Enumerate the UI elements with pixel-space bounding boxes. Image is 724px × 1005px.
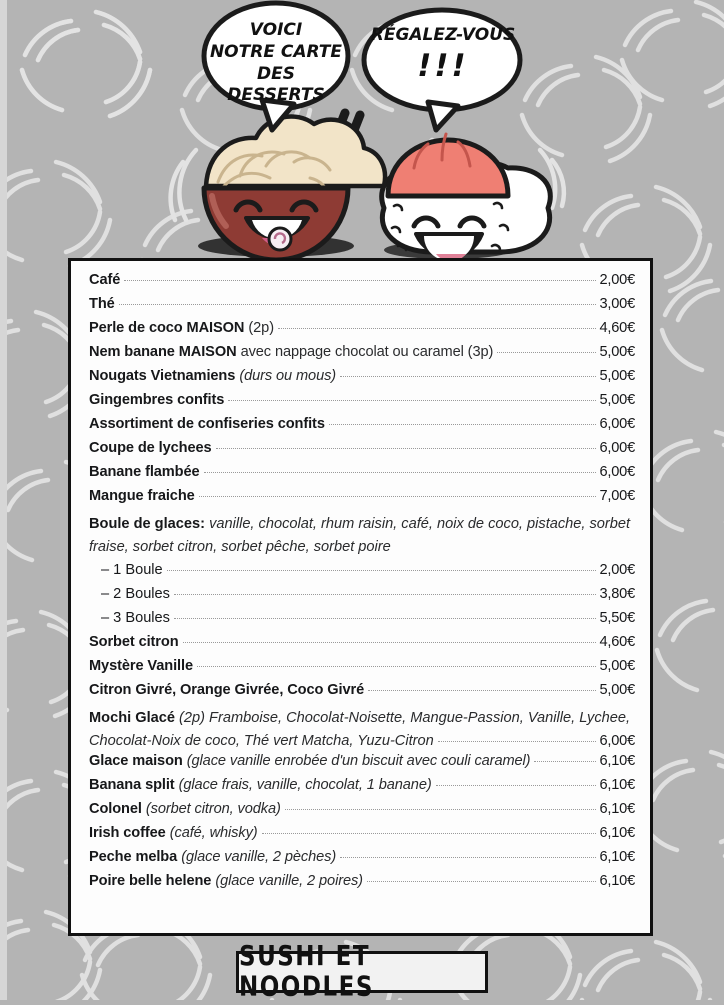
item-price: 6,00€ bbox=[599, 464, 635, 480]
leader-dots bbox=[367, 881, 597, 882]
item-price: 5,00€ bbox=[599, 392, 635, 408]
boule-desc-line-2: fraise, sorbet citron, sorbet pêche, sorbet poire bbox=[89, 539, 391, 556]
bubble-left-line-1: VOICI bbox=[249, 20, 303, 40]
item-name: – 2 Boules bbox=[101, 586, 170, 603]
item-desc: (durs ou mous) bbox=[239, 368, 337, 384]
leader-dots bbox=[534, 761, 596, 762]
menu-row bbox=[89, 850, 635, 871]
dessert-menu-panel bbox=[68, 258, 653, 936]
leader-dots bbox=[368, 690, 596, 691]
item-name: Coupe de lychees bbox=[89, 440, 212, 456]
item-desc: (glace vanille enrobée d'un biscuit avec couli caramel) bbox=[186, 753, 531, 770]
item-price: 5,50€ bbox=[599, 610, 635, 627]
menu-row bbox=[89, 778, 635, 799]
mochi-glace-block bbox=[89, 707, 635, 753]
leader-dots bbox=[228, 400, 596, 401]
leader-dots bbox=[119, 304, 597, 305]
menu-row bbox=[89, 441, 635, 462]
footer-banner-text: SUSHI ET NOODLES bbox=[239, 941, 374, 1003]
item-name: Sorbet citron bbox=[89, 634, 179, 651]
leader-dots bbox=[278, 328, 597, 329]
item-price: 4,60€ bbox=[599, 320, 635, 336]
menu-row bbox=[89, 489, 635, 510]
mochi-desc-line-1: Framboise, Chocolat-Noisette, Mangue-Passion, Vanille, Lychee, bbox=[209, 710, 631, 727]
item-name: Banana split bbox=[89, 777, 175, 794]
item-price: 5,00€ bbox=[599, 682, 635, 699]
leader-dots bbox=[340, 857, 596, 858]
item-price: 3,00€ bbox=[599, 296, 635, 312]
leader-dots bbox=[197, 666, 597, 667]
item-name: Gingembres confits bbox=[89, 392, 225, 408]
menu-row bbox=[89, 635, 635, 656]
bubble-right-line-2: !!! bbox=[417, 47, 469, 84]
bubble-left-text bbox=[207, 20, 345, 107]
leader-dots bbox=[167, 570, 597, 571]
item-name: Glace maison bbox=[89, 753, 183, 770]
item-desc: (sorbet citron, vodka) bbox=[145, 801, 281, 818]
mochi-qty: (2p) bbox=[179, 710, 205, 727]
mochi-price: 6,00€ bbox=[599, 733, 635, 750]
menu-row bbox=[89, 802, 635, 823]
bubble-left-line-3: DES DESSERTS bbox=[227, 63, 325, 106]
menu-row bbox=[89, 273, 635, 294]
item-price: 6,00€ bbox=[599, 440, 635, 456]
leader-dots bbox=[204, 472, 597, 473]
item-price: 6,10€ bbox=[599, 801, 635, 818]
bubble-right-text bbox=[368, 26, 518, 83]
item-name: Colonel bbox=[89, 801, 142, 818]
item-price: 5,00€ bbox=[599, 658, 635, 675]
item-name: Thé bbox=[89, 296, 115, 312]
leader-dots bbox=[329, 424, 597, 425]
item-desc: (glace vanille, 2 poires) bbox=[215, 873, 363, 890]
boule-name: Boule de glaces bbox=[89, 516, 201, 532]
item-price: 6,10€ bbox=[599, 849, 635, 866]
boule-desc-line-1: vanille, chocolat, rhum raisin, café, noix de coco, pistache, sorbet bbox=[209, 516, 631, 532]
item-price: 6,00€ bbox=[599, 416, 635, 432]
menu-row bbox=[89, 826, 635, 847]
item-desc: (glace vanille, 2 pèches) bbox=[181, 849, 337, 866]
item-name: Perle de coco MAISON bbox=[89, 320, 245, 336]
boule-de-glaces-block bbox=[89, 513, 635, 559]
bubble-left-line-2: NOTRE CARTE bbox=[209, 41, 343, 62]
leader-dots bbox=[436, 785, 597, 786]
item-name: Mangue fraiche bbox=[89, 488, 195, 504]
menu-row bbox=[89, 417, 635, 438]
item-desc: (café, whisky) bbox=[169, 825, 258, 842]
menu-row bbox=[89, 297, 635, 318]
item-price: 2,00€ bbox=[599, 272, 635, 288]
leader-dots bbox=[340, 376, 596, 377]
menu-row bbox=[89, 611, 635, 632]
leader-dots bbox=[174, 618, 597, 619]
item-price: 7,00€ bbox=[599, 488, 635, 504]
item-price: 6,10€ bbox=[599, 825, 635, 842]
menu-row bbox=[89, 874, 635, 895]
menu-row bbox=[89, 659, 635, 680]
bubble-right-line-1: RÉGALEZ-VOUS bbox=[370, 25, 516, 45]
sushi-nigiri-mascot bbox=[382, 134, 551, 262]
leader-dots bbox=[183, 642, 597, 643]
item-name: – 3 Boules bbox=[101, 610, 170, 627]
item-price: 6,10€ bbox=[599, 873, 635, 890]
item-price: 2,00€ bbox=[599, 562, 635, 579]
menu-row bbox=[89, 321, 635, 342]
header-illustration bbox=[0, 0, 724, 262]
item-price: 4,60€ bbox=[599, 634, 635, 651]
menu-row bbox=[89, 587, 635, 608]
item-name: Café bbox=[89, 272, 121, 288]
menu-row bbox=[89, 393, 635, 414]
item-desc: (2p) bbox=[248, 320, 274, 336]
item-price: 5,00€ bbox=[599, 344, 635, 360]
leader-dots bbox=[124, 280, 596, 281]
leader-dots bbox=[216, 448, 597, 449]
item-name: Citron Givré, Orange Givrée, Coco Givré bbox=[89, 682, 365, 699]
menu-row bbox=[89, 683, 635, 704]
item-name: Peche melba bbox=[89, 849, 178, 866]
leader-dots bbox=[438, 741, 597, 742]
item-name: Irish coffee bbox=[89, 825, 166, 842]
item-desc: avec nappage chocolat ou caramel (3p) bbox=[240, 344, 494, 360]
menu-row bbox=[89, 369, 635, 390]
item-price: 6,10€ bbox=[599, 753, 635, 770]
mochi-name: Mochi Glacé bbox=[89, 710, 175, 727]
menu-row bbox=[89, 754, 635, 775]
leader-dots bbox=[285, 809, 597, 810]
item-name: Nougats Vietnamiens bbox=[89, 368, 236, 384]
item-name: Nem banane MAISON bbox=[89, 344, 237, 360]
item-name: Assortiment de confiseries confits bbox=[89, 416, 325, 432]
mochi-desc-line-2: Chocolat-Noix de coco, Thé vert Matcha, Yuzu-Citron bbox=[89, 733, 434, 750]
item-price: 3,80€ bbox=[599, 586, 635, 603]
item-desc: (glace frais, vanille, chocolat, 1 banane) bbox=[178, 777, 432, 794]
item-name: Banane flambée bbox=[89, 464, 200, 480]
leader-dots bbox=[262, 833, 597, 834]
menu-row bbox=[89, 465, 635, 486]
item-name: Poire belle helene bbox=[89, 873, 212, 890]
footer-banner bbox=[236, 941, 488, 1003]
item-price: 6,10€ bbox=[599, 777, 635, 794]
boule-separator: : bbox=[200, 516, 205, 532]
item-name: – 1 Boule bbox=[101, 562, 163, 579]
menu-row bbox=[89, 345, 635, 366]
noodle-bowl-mascot bbox=[198, 113, 385, 260]
leader-dots bbox=[497, 352, 596, 353]
leader-dots bbox=[174, 594, 597, 595]
leader-dots bbox=[199, 496, 597, 497]
menu-row bbox=[89, 563, 635, 584]
item-name: Mystère Vanille bbox=[89, 658, 193, 675]
item-price: 5,00€ bbox=[599, 368, 635, 384]
